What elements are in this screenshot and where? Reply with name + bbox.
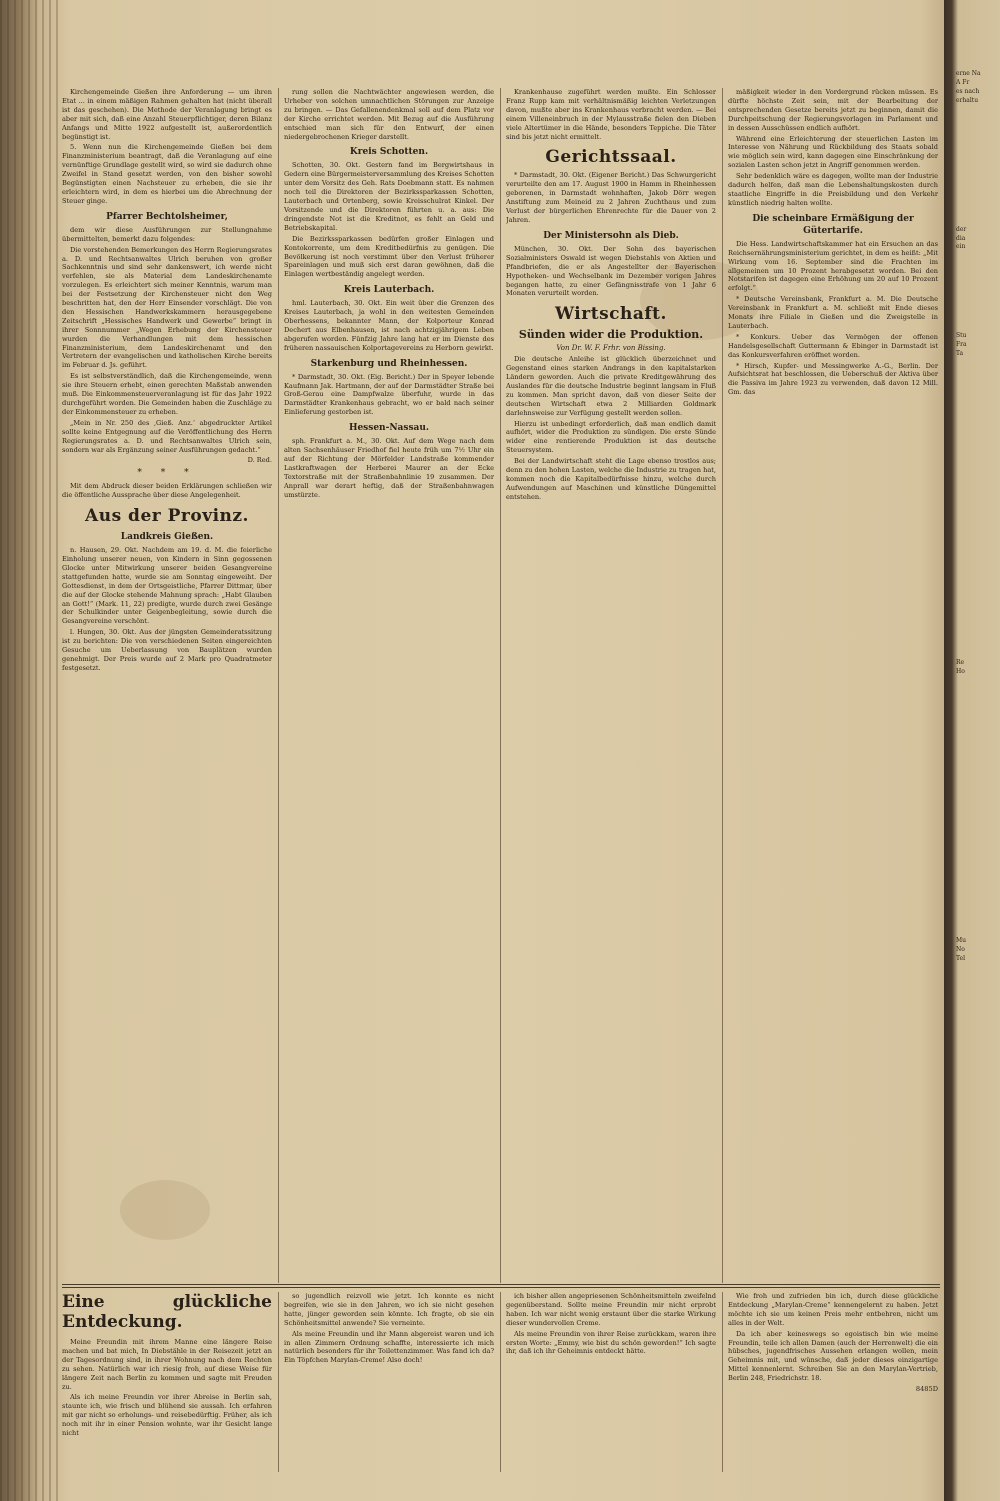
article-text: l. Hungen, 30. Okt. Aus der jüngsten Gemeinderatssitzung ist zu berichten: Die von verschiedenen Seiten eingereichten Gesuche um Ueberlassung von Bauplätzen wurden genehmigt. Der Preis wurde auf 2 Mark pro Quadratmeter festgesetzt. (62, 628, 272, 672)
ad-column-1 (62, 1292, 272, 1472)
facing-page-line: A Fr (956, 78, 970, 86)
signature: D. Red. (247, 456, 272, 465)
article-text: n. Hausen, 29. Okt. Nachdem am 19. d. M. die feierliche Einholung unserer neuen, von Kindern in Sinn gegossenen Glocke unter Mitwirkung unserer beiden Gesangvereine stattgefunden hatte, wurde sie am Sonntag eingeweiht. Der Gottesdienst, in dem der Ortsgeistliche, Pfarrer Dittmar, über die auf der Glocke stehende Mahnung sprach: „Habt Glauben an Gott!“ (Mark. 11, 22) predigte, wurde durch zwei Gesänge der Schulkinder unter Geigenbegleitung, sowie durch die Gesangvereine verschönt. (62, 546, 272, 626)
article-text: dem wir diese Ausführungen zur Stellungnahme übermittelten, bemerkt dazu folgendes: (62, 225, 272, 243)
facing-page-line: erhaltu (956, 96, 979, 104)
article-heading: Kreis Lauterbach. (343, 285, 435, 296)
article-heading: Der Ministersohn als Dieb. (543, 230, 679, 241)
ad-text: ich bisher allen angepriesenen Schönheitsmitteln zweifelnd gegenüberstand. Sollte meine Freundin mir nicht erprobt haben. Ich war nicht wenig erstaunt über die starke Wirkung dieser wundervollen Creme. (506, 1292, 716, 1327)
ad-text: Als ich meine Freundin vor ihrer Abreise in Berlin sah, staunte ich, wie frisch und blühend sie aussah. Ich erfahren mit gar nicht so erholungs- und reisebedürftig. Früher, als ich noch mit ihr in einer Pension wohnte, war ihr Gesicht lange nicht (62, 1393, 272, 1438)
column-3 (506, 88, 716, 1280)
facing-page-line: erne Na (956, 70, 981, 77)
article-text: * Konkurs. Ueber das Vermögen der offenen Handelsgesellschaft Guttermann & Ebinger in Darmstadt ist das Konkursverfahren eröffnet worden. (728, 332, 938, 359)
subsection-title: Landkreis Gießen. (120, 532, 214, 543)
article-text: Mit dem Abdruck dieser beiden Erklärungen schließen wir die öffentliche Aussprache über diese Angelegenheit. (62, 482, 272, 500)
facing-page-line: No (956, 945, 965, 953)
separator-dots: * * * (137, 468, 197, 479)
article-text: Hierzu ist unbedingt erforderlich, daß man endlich damit aufhört, wider die Produktion zu sündigen. Die erste Sünde wider eine rentierende Produktion ist das deutsche Steuersystem. (506, 419, 716, 455)
section-title: Aus der Provinz. (85, 506, 249, 527)
ad-text: Als meine Freundin von ihrer Reise zurückkam, waren ihre ersten Worte: „Emmy, wie bist du schön geworden!“ Ich sagte ihr, daß ich ihr Geheimnis entdeckt hätte. (506, 1329, 716, 1356)
facing-page-line: Fra (956, 341, 967, 349)
column-rule (500, 1292, 501, 1472)
article-text: Schotten, 30. Okt. Gestern fand im Bergwirtshaus in Gedern eine Bürgermeisterversammlung des Kreises Schotten unter dem Vorsitz des Geh. Rats Doebmann statt. Es nahmen noch teil die Direktoren der Bezirkssparkassen Schotten, Lauterbach und Ortenberg, sowie Kreisschulrat Kinkel. Der Vorsitzende und die Direktoren führten u. a. aus: Die dringendste Not ist die Kreditnot, es fehlt an Geld und Betriebskapital. (284, 161, 494, 232)
section-title: Gerichtssaal. (545, 147, 677, 168)
article-text: Sehr bedenklich wäre es dagegen, wollte man der Industrie dadurch helfen, daß man die Lebenshaltungskosten durch staatliche Eingriffe in die Preisbildung und den Verkehr künstlich niedrig halten wollte. (728, 172, 938, 207)
section-title: Wirtschaft. (555, 304, 667, 325)
facing-page-line: ein (956, 243, 966, 251)
column-4 (728, 88, 938, 1280)
facing-page-line: dia (956, 234, 966, 242)
article-text: * Darmstadt, 30. Okt. (Eigener Bericht.) Das Schwurgericht verurteilte den am 17. August 1900 in Hamm in Rheinhessen geborenen, in Darmstadt wohnhaften, Jakob Dörr wegen Anstiftung zum Meineid zu 2 Jahren Zuchthaus und zum Verlust der bürgerlichen Ehrenrechte für die Dauer von 2 Jahren. (506, 171, 716, 224)
column-2 (284, 88, 494, 1280)
ad-border-top (62, 1284, 940, 1285)
article-text: Die Bezirkssparkassen bedürfen großer Einlagen und Kontokorrente, um dem Kreditbedürfnis zu genügen. Die Bevölkerung ist noch verstimmt über den Verlust früherer Spareinlagen und muß sich erst daran gewöhnen, daß die Einlagen wertbeständig angelegt werden. (284, 234, 494, 279)
article-text: Kirchengemeinde Gießen ihre Anforderung — um ihren Etat ... in einem mäßigen Rahmen gehalten hat (nicht überall ist das geschehen). Die Methode der Veranlagung bringt es aber mit sich, daß eine Anzahl Steuerpflichtiger, deren Bilanz Anfangs und Mitte 1922 aufgestellt ist, außerordentlich begünstigt ist. (62, 88, 272, 141)
article-heading: Hessen-Nassau. (348, 423, 430, 434)
facing-page-line: Stu (956, 332, 967, 340)
facing-page-line: Ta (956, 350, 964, 358)
ad-text: Als meine Freundin und ihr Mann abgereist waren und ich in allen Zimmern Ordnung schaffte, interessierte ich mich natürlich besonders für ihr Toilettenzimmer. Was fand ich da? Ein Töpfchen Marylan-Creme! Also doch! (284, 1329, 494, 1365)
article-heading: Starkenburg und Rheinhessen. (310, 358, 468, 369)
ad-text: Meine Freundin mit ihrem Manne eine längere Reise machen und bat mich, In Diebstähle in der Reisezeit jetzt an der Tagesordnung sind, in ihrer Wohnung nach dem Rechten zu sehen. Natürlich war ich riesig froh, auf diese Weise für längere Zeit nach Berlin zu kommen und sagte mit Freuden zu. (62, 1338, 272, 1391)
facing-page-line: es nach (956, 87, 980, 95)
ad-column-2 (284, 1292, 494, 1472)
article-text: Während eine Erleichterung der steuerlichen Lasten im Interesse von Nährung und Rückbildung des Staats sobald wie möglich sein wird, kann dagegen eine Einschränkung der sozialen Lasten schon jetzt in Angriff genommen werden. (728, 134, 938, 170)
facing-page-line: Re (956, 659, 965, 667)
article-text: * Darmstadt, 30. Okt. (Eig. Bericht.) Der in Speyer lebende Kaufmann Jak. Hartmann, der auf der Darmstädter Straße bei Groß-Gerau eine Dampfwalze überfuhr, wurde in das Darmstädter Krankenhaus gebracht, wo er bald nach seiner Einlieferung gestorben ist. (284, 372, 494, 417)
article-text: hml. Lauterbach, 30. Okt. Ein weit über die Grenzen des Kreises Lauterbach, ja wohl in den weitesten Gemeinden Oberhessens, bekannter Mann, der Kolporteur Konrad Dechert aus Elbenhausen, ist nach achtzigjährigem Leben abgerufen worden. Fünfzig Jahre lang hat er im Dienste des früheren nassauischen Kolportagevereins zu Herborn gewirkt. (284, 299, 494, 352)
facing-page-strip (956, 70, 1000, 1470)
column-rule (278, 88, 279, 1283)
article-heading: Pfarrer Bechtolsheimer, (106, 211, 228, 222)
column-1 (62, 88, 272, 1280)
column-rule (722, 88, 723, 1283)
ad-text: Da ich aber keineswegs so egoistisch bin wie meine Freundin, teile ich allen Damen (auch der Herrenwelt) die ein hübsches, jugendfrisches Aussehen erlangen wollen, mein Geheimnis mit, und wünsche, daß jeder dieses einzigartige Mittel kennenlernt. Schreiben Sie an den Marylan-Vertrieb, Berlin 248, Friedrichstr. 18. (728, 1329, 938, 1383)
facing-page-line: Tel (956, 954, 966, 962)
article-text: „Mein in Nr. 250 des ‚Gieß. Anz.‘ abgedruckter Artikel sollte keine Entgegnung auf die Veröffentlichung des Herrn Regierungsrates a. D. und Rechtsanwaltes Ulrich sein, sondern war als Ergänzung seiner Ausführungen gedacht.“ (62, 418, 272, 454)
article-heading: Kreis Schotten. (349, 147, 429, 158)
facing-page-line: Mu (956, 936, 967, 944)
ad-border-top (62, 1287, 940, 1288)
column-rule (722, 1292, 723, 1472)
column-rule (500, 88, 501, 1283)
ad-title: Eine glückliche Entdeckung. (62, 1292, 272, 1332)
ad-column-3 (506, 1292, 716, 1472)
ad-text: Wie froh und zufrieden bin ich, durch diese glückliche Entdeckung „Marylan-Creme“ kennengelernt zu haben. Jetzt möchte ich sie um keinen Preis mehr entbehren, nicht um alles in der Welt. (728, 1292, 938, 1327)
article-text: rung sollen die Nachtwächter angewiesen werden, die Urheber von solchen umnachtlichen Störungen zur Anzeige zu bringen. — Das Gefallenendenkmal soll auf dem Platz vor der Kirche errichtet werden. Mit Bezug auf die Ausführung entschied man sich für den Entwurf, der einen niedergebrochenen Krieger darstellt. (284, 88, 494, 141)
article-text: Die Hess. Landwirtschaftskammer hat ein Ersuchen an das Reichsernährungsministerium gerichtet, in dem es heißt: „Mit Wirkung vom 16. September sind die Frachten im allgemeinen um 10 Prozent herabgesetzt worden. Bei den Notstarifen ist dagegen eine Erhöhung um 20 auf 10 Prozent erfolgt.“ (728, 239, 938, 293)
article-text: Bei der Landwirtschaft steht die Lage ebenso trostlos aus; denn zu den hohen Lasten, welche die Industrie zu tragen hat, kommen noch die Kapitalbedürfnisse hinzu, welche durch Aufwendungen auf Maschinen und künstliche Düngemittel entstehen. (506, 457, 716, 501)
article-text: Es ist selbstverständlich, daß die Kirchengemeinde, wenn sie ihre Steuern erhebt, einen gerechten Maßstab anwenden muß. Die Einkommensteuerveranlagung ist für das Jahr 1922 durchgeführt worden. Die Gemeinden haben die Zuschläge zu der Einkommensteuer zu erheben. (62, 372, 272, 416)
article-heading: Die scheinbare Ermäßigung der Gütertarife. (752, 213, 914, 236)
article-text: Die vorstehenden Bemerkungen des Herrn Regierungsrates a. D. und Rechtsanwaltes Ulrich beruhen von großer Sachkenntnis und sind sehr dankenswert, ich werde nicht verfehlen, sie als Material dem Landeskirchenamte vorzulegen. Es erleichtert sich meiner Kenntnis, warum man bei der Festsetzung der Kirchensteuer nicht den Weg beschritten hat, den der Herr Einsender vorschlägt. Die von den Hessischen Handwerkskammern herausgegebene Zeitschrift „Hessisches Handwerk und Gewerbe“ bringt in ihrer Sonnnummer „Wegen Erhebung der Kirchensteuer wurden die Verhandlungen mit dem hessischen Finanzministerium, dem Landeskirchenamt und den Vertretern der evangelischen und katholischen Kirche bereits im Februar d. Js. geführt. (62, 245, 272, 370)
page-stack-edge (0, 0, 60, 1501)
ad-column-4 (728, 1292, 938, 1472)
ad-text: so jugendlich reizvoll wie jetzt. Ich konnte es nicht begreifen, wie sie in den Jahren, wo ich sie nicht gesehen hatte, jünger geworden sein könnte. Ich fragte, ob sie ein Schönheitsmittel anwende? Sie verneinte. (284, 1292, 494, 1327)
article-text: München, 30. Okt. Der Sohn des bayerischen Sozialministers Oswald ist wegen Diebstahls von Aktien und Pfandbriefen, die er als Angestellter der Bayerischen Hypotheken- und Wechselbank im Dezember vorigen Jahres begangen hatte, zu einer Gefängnisstrafe von 1 Jahr 6 Monaten verurteilt worden. (506, 244, 716, 298)
column-rule (278, 1292, 279, 1472)
facing-page-line: der (956, 225, 967, 233)
article-text: mäßigkeit wieder in den Vordergrund rücken müssen. Es dürfte höchste Zeit sein, mit der Bearbeitung der entsprechenden Gesetze bereits jetzt zu beginnen, damit die Durchpeitschung der Regierungsvorlagen im Parlament und in dessen Ausschüssen endlich aufhört. (728, 88, 938, 132)
article-heading: Sünden wider die Produktion. (518, 328, 704, 342)
facing-page-line: Ho (956, 667, 965, 675)
byline: Von Dr. W. F. Frhr. von Bissing. (556, 344, 666, 353)
ad-code: 8485D (915, 1385, 938, 1394)
article-text: * Deutsche Vereinsbank, Frankfurt a. M. Die Deutsche Vereinsbank in Frankfurt a. M. schließt mit Ende dieses Monats ihre Filiale in Gießen und die Zweigstelle in Lauterbach. (728, 295, 938, 330)
article-text: sph. Frankfurt a. M., 30. Okt. Auf dem Wege nach dem alten Sachsenhäuser Friedhof fiel heute früh um 7½ Uhr ein auf der Richtung der Mörfelder Landstraße kommender Lastkraftwagen der Herberei Maurer an der Ecke Textorstraße mit der Straßenbahnlinie 19 zusammen. Der Anprall war derart heftig, daß der Straßenbahnwagen umstürzte. (284, 437, 494, 499)
article-text: Krankenhause zugeführt werden mußte. Ein Schlosser Franz Rupp kam mit verhältnismäßig leichten Verletzungen davon, mußte aber ins Krankenhaus verbracht werden. — Bei einem Villeneinbruch in der Mylausstraße fielen den Dieben viele Altertümer in die Hände, besonders Teppiche. Die Täter sind bis jetzt nicht ermittelt. (506, 88, 716, 141)
article-text: Die deutsche Anleihe ist glücklich überzeichnet und Gegenstand eines starken Andrangs in den kapitalstarken Ländern geworden. Auch die private Kreditgewährung des Auslandes für die deutsche Industrie beginnt langsam in Fluß zu kommen. Man spricht davon, daß von dieser Seite der deutschen Wirtschaft etwa 2 Milliarden Goldmark darlehnsweise zur Verfügung gestellt werden sollen. (506, 355, 716, 417)
article-text: 5. Wenn nun die Kirchengemeinde Gießen bei dem Finanzministerium beantragt, daß die Veranlagung auf eine vernünftige Grundlage gestellt wird, so wird sie dadurch ohne Zweifel in Stand gesetzt werden, von den bisher sowohl Begünstigten einen Nachsteuer zu erheben, die sie ihr erleichtern wird, in dem es hierbei um die Abrechnung der Steuer ginge. (62, 143, 272, 205)
article-text: * Hirsch, Kupfer- und Messingwerke A.-G., Berlin. Der Aufsichtsrat hat beschlossen, die Ueberschuß der Aktiva über die Passiva im Jahre 1923 zu verwenden, daß davon 12 Mill. Gm. das (728, 361, 938, 397)
